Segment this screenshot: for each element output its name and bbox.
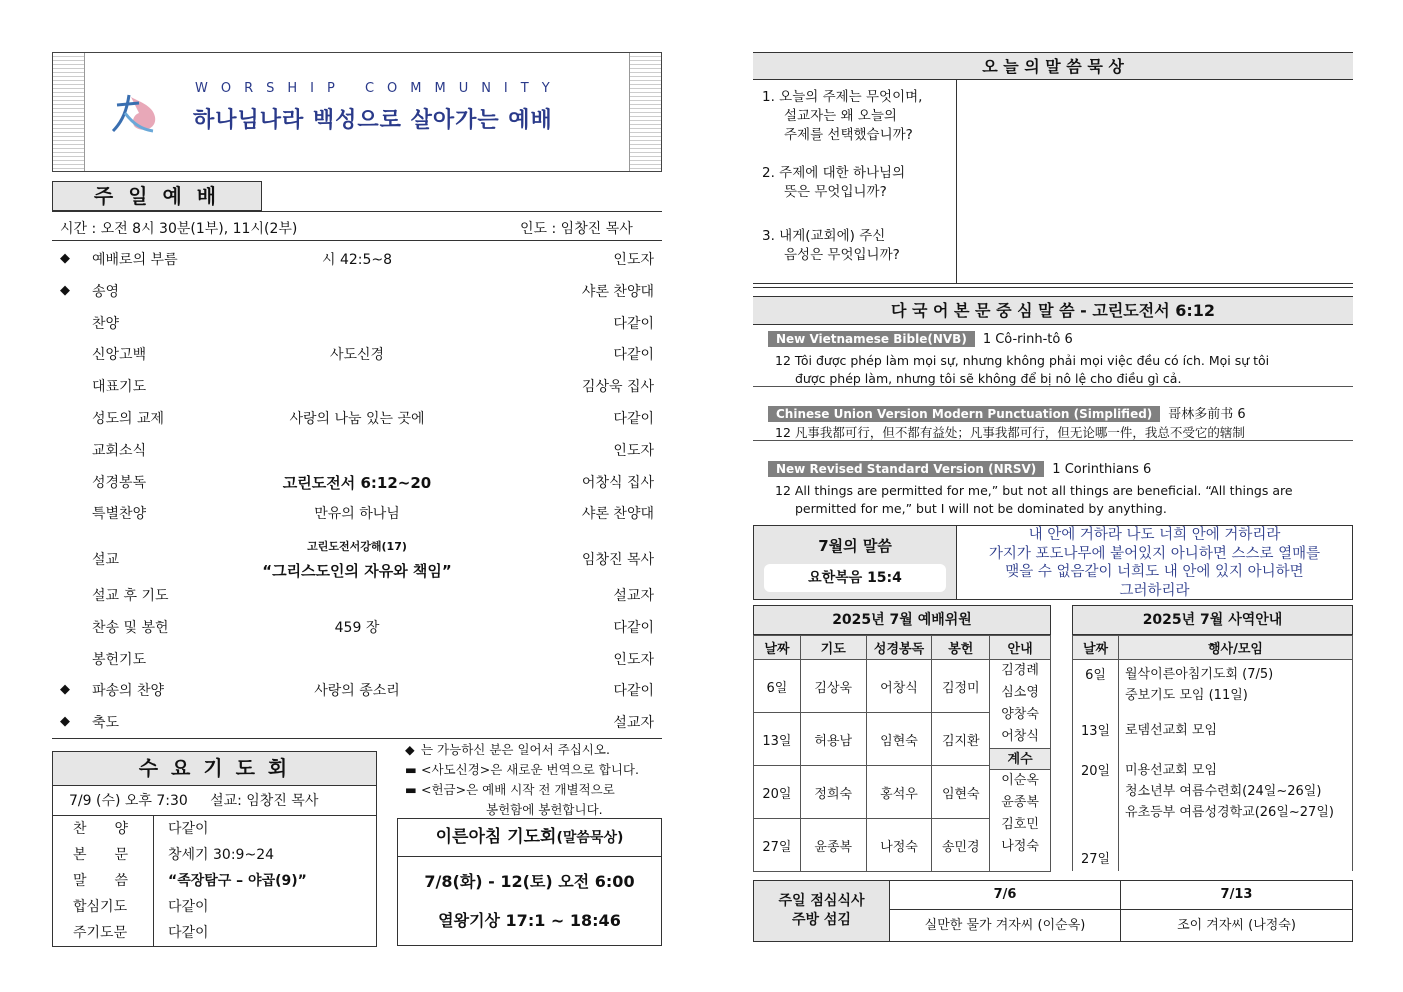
banner-title: 하나님나라 백성으로 살아가는 예배 <box>193 108 553 133</box>
version-header <box>768 403 1348 423</box>
committee-cell: 김지환 <box>932 713 990 766</box>
wednesday-row-label: 말 씀 <box>73 873 129 889</box>
wednesday-box <box>52 751 377 947</box>
committee-header-cell: 봉헌 <box>932 636 990 660</box>
monthly-word-label: 7월의 말씀 <box>818 537 892 555</box>
note-line <box>405 740 665 760</box>
wednesday-order <box>53 816 376 946</box>
divider <box>956 80 957 283</box>
ministry-header-cell: 날짜 <box>1073 636 1119 660</box>
wednesday-row-label: 본 문 <box>73 847 129 863</box>
multilingual-title: 다 국 어 본 문 중 심 말 씀 - 고린도전서 6:12 <box>753 296 1353 325</box>
order-row <box>60 503 654 527</box>
ministry-table <box>1072 635 1353 871</box>
wednesday-info: 7/9 (수) 오후 7:30 설교: 임창진 목사 <box>53 786 376 816</box>
dawn-date: 7/8(화) - 12(토) 오전 6:00 <box>424 872 635 891</box>
ministry-title: 2025년 7월 사역안내 <box>1072 605 1353 635</box>
ministry-header-cell: 행사/모임 <box>1119 636 1353 660</box>
banner-stripe-right <box>629 53 661 171</box>
sermon-series: 고린도전서강해(17) <box>307 540 407 553</box>
ministry-events <box>1119 716 1353 756</box>
lunch-date-2: 7/13 <box>1121 881 1352 910</box>
order-label: 특별찬양 <box>92 506 147 523</box>
bullet-icon: ◆ <box>60 251 70 266</box>
note-mark-icon: ◆ <box>405 742 415 757</box>
order-person: 인도자 <box>613 651 654 668</box>
ministry-date: 20일 <box>1073 756 1119 827</box>
meditation-line: 2. 주제에 대한 하나님의 <box>762 165 906 181</box>
order-label: 교회소식 <box>92 442 147 459</box>
committee-header-cell: 기도 <box>800 636 866 660</box>
divider <box>52 211 662 212</box>
wednesday-row-value: “족장탐구 – 야곱(9)” <box>168 873 307 889</box>
worship-banner <box>52 52 662 172</box>
order-label: 송영 <box>92 283 120 300</box>
order-label: 파송의 찬양 <box>92 683 165 700</box>
meditation-question <box>762 164 952 202</box>
dawn-title-sub: (말씀묵상) <box>556 830 624 846</box>
wednesday-row-value: 창세기 30:9~24 <box>168 847 275 863</box>
divider <box>753 283 1353 284</box>
ministry-header-row <box>1073 636 1353 660</box>
order-person: 다같이 <box>613 683 654 700</box>
lunch-date-1: 7/6 <box>890 881 1121 910</box>
bible-version <box>768 331 1348 388</box>
ministry-row <box>1073 827 1353 871</box>
guide-name: 양창숙 <box>1001 707 1039 722</box>
count-name: 윤종복 <box>1001 795 1039 810</box>
verse-line: 12 凡事我都可行，但不都有益处；凡事我都可行，但无论哪一件，我总不受它的辖制 <box>775 425 1245 440</box>
dawn-prayer-box <box>397 818 662 946</box>
ministry-row <box>1073 716 1353 756</box>
sermon-row <box>60 538 654 584</box>
lunch-label <box>754 881 890 941</box>
committee-cell: 임현숙 <box>866 713 932 766</box>
ministry-row <box>1073 660 1353 716</box>
version-header <box>768 461 1348 481</box>
committee-header-cell: 날짜 <box>754 636 801 660</box>
order-detail: 459 장 <box>334 619 380 636</box>
committee-title: 2025년 7월 예배위원 <box>753 605 1051 635</box>
banner-tagline: WORSHIP COMMUNITY <box>195 81 563 96</box>
meditation-line: 설교자는 왜 오늘의 <box>784 108 897 124</box>
order-person: 설교자 <box>613 715 654 732</box>
ministry-section <box>1072 605 1353 871</box>
order-detail: 사랑의 나눔 있는 곳에 <box>289 411 425 427</box>
note-mark-icon: ▬ <box>405 762 417 777</box>
count-name: 나정숙 <box>1001 839 1039 854</box>
committee-cell: 20일 <box>754 766 801 819</box>
order-label: 성도의 교제 <box>92 411 165 427</box>
wednesday-row <box>53 894 376 920</box>
version-tag: Chinese Union Version Modern Punctuation (Simplified) <box>768 406 1160 422</box>
order-person: 다같이 <box>613 411 654 427</box>
ministry-event: 미용선교회 모임 <box>1125 762 1218 778</box>
note-text: <사도신경>은 새로운 번역으로 합니다. <box>421 762 639 777</box>
ministry-event: 청소년부 여름수련회(24일~26일) <box>1125 783 1322 799</box>
divider <box>753 386 1353 387</box>
monthly-word-line: 내 안에 거하라 나도 너희 안에 거하리라 <box>1028 527 1281 543</box>
order-label: 축도 <box>92 715 120 732</box>
sunday-title: 주 일 예 배 <box>52 181 262 211</box>
order-person: 인도자 <box>613 442 654 459</box>
divider <box>753 287 1353 288</box>
committee-cell: 27일 <box>754 819 801 872</box>
wednesday-row <box>53 920 376 946</box>
wednesday-row-value: 다같이 <box>168 925 209 941</box>
version-ref: 哥林多前书 6 <box>1168 407 1246 422</box>
order-person: 다같이 <box>613 315 654 332</box>
order-detail: 고린도전서 6:12~20 <box>282 473 432 492</box>
committee-cell: 홍석우 <box>866 766 932 819</box>
note-mark-icon: ▬ <box>405 782 417 797</box>
order-label: 신앙고백 <box>92 347 147 364</box>
meditation-line: 주제를 선택했습니까? <box>784 127 913 143</box>
version-tag: New Revised Standard Version (NRSV) <box>768 461 1044 477</box>
order-detail: 사도신경 <box>329 347 385 364</box>
sunday-time: 시간 : 오전 8시 30분(1부), 11시(2부) <box>60 221 298 237</box>
monthly-word-side <box>754 526 957 599</box>
order-row <box>60 313 654 337</box>
committee-cell: 허용남 <box>800 713 866 766</box>
wednesday-row <box>53 868 376 894</box>
verse-line: được phép làm, nhưng tôi sẽ không để bị nô lệ cho điều gì cả. <box>795 371 1182 386</box>
count-label: 계수 <box>990 748 1050 770</box>
committee-cell: 나정숙 <box>866 819 932 872</box>
order-row <box>60 249 654 273</box>
count-name: 이순옥 <box>1001 773 1039 788</box>
committee-guide-cell <box>990 660 1051 872</box>
committee-row <box>754 660 1051 713</box>
order-row <box>60 408 654 432</box>
guide-name: 심소영 <box>1001 685 1039 700</box>
ministry-event: 로뎀선교회 모임 <box>1125 722 1218 738</box>
committee-header-row <box>754 636 1051 660</box>
meditation-title: 오 늘 의 말 씀 묵 상 <box>753 52 1353 80</box>
order-label: 예배로의 부름 <box>92 252 178 268</box>
order-label: 찬양 <box>92 315 120 332</box>
monthly-word-line: 가지가 포도나무에 붙어있지 아니하면 스스로 열매를 <box>988 545 1321 562</box>
note-text: <헌금>은 예배 시작 전 개별적으로 <box>421 782 615 797</box>
sermon-preacher: 임창진 목사 <box>581 552 654 568</box>
monthly-word-ref: 요한복음 15:4 <box>764 564 946 592</box>
ministry-date: 27일 <box>1073 827 1119 871</box>
order-row <box>60 585 654 609</box>
guide-name: 김경례 <box>1001 663 1039 678</box>
bible-version <box>768 403 1348 442</box>
notes-continued: 봉헌함에 봉헌합니다. <box>486 802 603 817</box>
committee-header-cell: 성경봉독 <box>866 636 932 660</box>
meditation-question <box>762 227 952 265</box>
order-label: 설교 후 기도 <box>92 588 169 604</box>
meditation-line: 음성은 무엇입니까? <box>784 247 900 263</box>
meditation-line: 3. 내게(교회에) 주신 <box>762 228 886 244</box>
committee-cell: 송민경 <box>932 819 990 872</box>
order-detail: 시 42:5~8 <box>321 252 393 268</box>
monthly-word-text <box>957 526 1352 600</box>
ministry-event: 월삭이른아침기도회 (7/5) <box>1125 667 1274 682</box>
wednesday-row-label: 합심기도 <box>73 899 128 915</box>
order-person: 설교자 <box>613 588 654 604</box>
dawn-title-wrap <box>398 819 661 857</box>
order-label: 대표기도 <box>92 379 147 396</box>
committee-cell: 김상욱 <box>800 660 866 713</box>
divider <box>52 738 662 739</box>
lunch-label-1: 주일 점심식사 <box>778 893 865 909</box>
bullet-icon: ◆ <box>60 682 70 698</box>
committee-section <box>753 605 1051 872</box>
bullet-icon: ◆ <box>60 714 70 730</box>
order-row <box>60 281 654 305</box>
lunch-box <box>753 880 1353 942</box>
order-row <box>60 344 654 368</box>
ministry-row <box>1073 756 1353 827</box>
lunch-server-2: 조이 겨자씨 (나정숙) <box>1177 918 1296 933</box>
lunch-label-2: 주방 섬김 <box>792 912 851 928</box>
meditation-line: 뜻은 무엇입니까? <box>784 184 887 200</box>
guide-name: 어창식 <box>1001 729 1039 744</box>
order-person: 인도자 <box>613 252 654 268</box>
divider <box>153 816 154 946</box>
ministry-event: 중보기도 모임 (11일) <box>1125 688 1248 703</box>
note-line <box>405 760 665 780</box>
bible-version <box>768 461 1348 518</box>
lunch-server-1: 실만한 물가 겨자씨 (이순옥) <box>890 910 1121 941</box>
order-detail: 사랑의 종소리 <box>314 683 400 700</box>
ministry-events <box>1119 827 1353 871</box>
version-ref: 1 Corinthians 6 <box>1052 462 1152 477</box>
ministry-events <box>1119 660 1353 716</box>
ministry-event: 유초등부 여름성경학교(26일~27일) <box>1125 804 1334 820</box>
order-person: 어창식 집사 <box>581 474 654 491</box>
order-person: 다같이 <box>613 347 654 364</box>
version-header <box>768 331 1348 351</box>
order-label: 찬송 및 봉헌 <box>92 619 169 636</box>
dawn-text: 열왕기상 17:1 ~ 18:46 <box>438 911 621 930</box>
wednesday-row <box>53 816 376 842</box>
committee-cell: 어창식 <box>866 660 932 713</box>
version-ref: 1 Cô-rinh-tô 6 <box>982 332 1073 347</box>
committee-cell: 13일 <box>754 713 801 766</box>
church-logo-icon <box>109 91 161 135</box>
committee-table <box>753 635 1051 872</box>
order-detail: 만유의 하나님 <box>314 506 400 523</box>
order-row <box>60 680 654 704</box>
verse-line: permitted for me,” but I will not be dominated by anything. <box>795 501 1167 516</box>
committee-cell: 임현숙 <box>932 766 990 819</box>
order-person: 김상욱 집사 <box>581 379 654 396</box>
banner-stripe-left <box>53 53 85 171</box>
wednesday-row-label: 찬 양 <box>73 821 129 837</box>
order-row <box>60 617 654 641</box>
order-person: 다같이 <box>613 619 654 636</box>
committee-cell: 윤종복 <box>800 819 866 872</box>
note-text: 는 가능하신 분은 일어서 주십시오. <box>421 742 610 757</box>
committee-cell: 김정미 <box>932 660 990 713</box>
meditation-question <box>762 88 952 145</box>
order-row <box>60 712 654 736</box>
monthly-word-line: 그러하리라 <box>1119 582 1190 599</box>
divider <box>52 240 662 241</box>
committee-header-cell: 안내 <box>990 636 1051 660</box>
committee-cell: 6일 <box>754 660 801 713</box>
note-line <box>405 780 665 800</box>
version-tag: New Vietnamese Bible(NVB) <box>768 331 975 347</box>
order-row <box>60 649 654 673</box>
order-label: 성경봉독 <box>92 474 147 491</box>
sermon-title: “그리스도인의 자유와 책임” <box>262 562 452 580</box>
sunday-leader: 인도 : 임창진 목사 <box>520 221 633 237</box>
order-row <box>60 376 654 400</box>
ministry-date: 6일 <box>1073 660 1119 716</box>
wednesday-title: 수 요 기 도 회 <box>53 752 376 786</box>
sermon-label: 설교 <box>92 552 120 568</box>
verse-line: 12 All things are permitted for me,” but not all things are beneficial. “All things are <box>775 483 1293 498</box>
divider <box>753 440 1353 441</box>
committee-cell: 정희숙 <box>800 766 866 819</box>
order-label: 봉헌기도 <box>92 651 147 668</box>
ministry-events <box>1119 756 1353 827</box>
wednesday-row <box>53 842 376 868</box>
meditation-questions <box>762 88 952 290</box>
order-row <box>60 440 654 464</box>
ministry-date: 13일 <box>1073 716 1119 756</box>
monthly-word-line: 맺을 수 없음같이 너희도 내 안에 있지 아니하면 <box>1005 564 1304 580</box>
order-row <box>60 472 654 496</box>
count-name: 김호민 <box>1001 817 1039 832</box>
notes <box>405 740 665 800</box>
monthly-word-box <box>753 525 1353 600</box>
meditation-line: 1. 오늘의 주제는 무엇이며, <box>762 89 923 105</box>
bullet-icon: ◆ <box>60 282 70 298</box>
wednesday-row-value: 다같이 <box>168 821 209 837</box>
dawn-title: 이른아침 기도회 <box>435 827 557 847</box>
order-person: 샤론 찬양대 <box>581 506 654 523</box>
verse-line: 12 Tôi được phép làm mọi sự, nhưng không phải mọi việc đều có ích. Mọi sự tôi <box>775 353 1270 368</box>
wednesday-row-label: 주기도문 <box>73 925 128 941</box>
order-person: 샤론 찬양대 <box>581 283 654 300</box>
wednesday-row-value: 다같이 <box>168 899 209 915</box>
